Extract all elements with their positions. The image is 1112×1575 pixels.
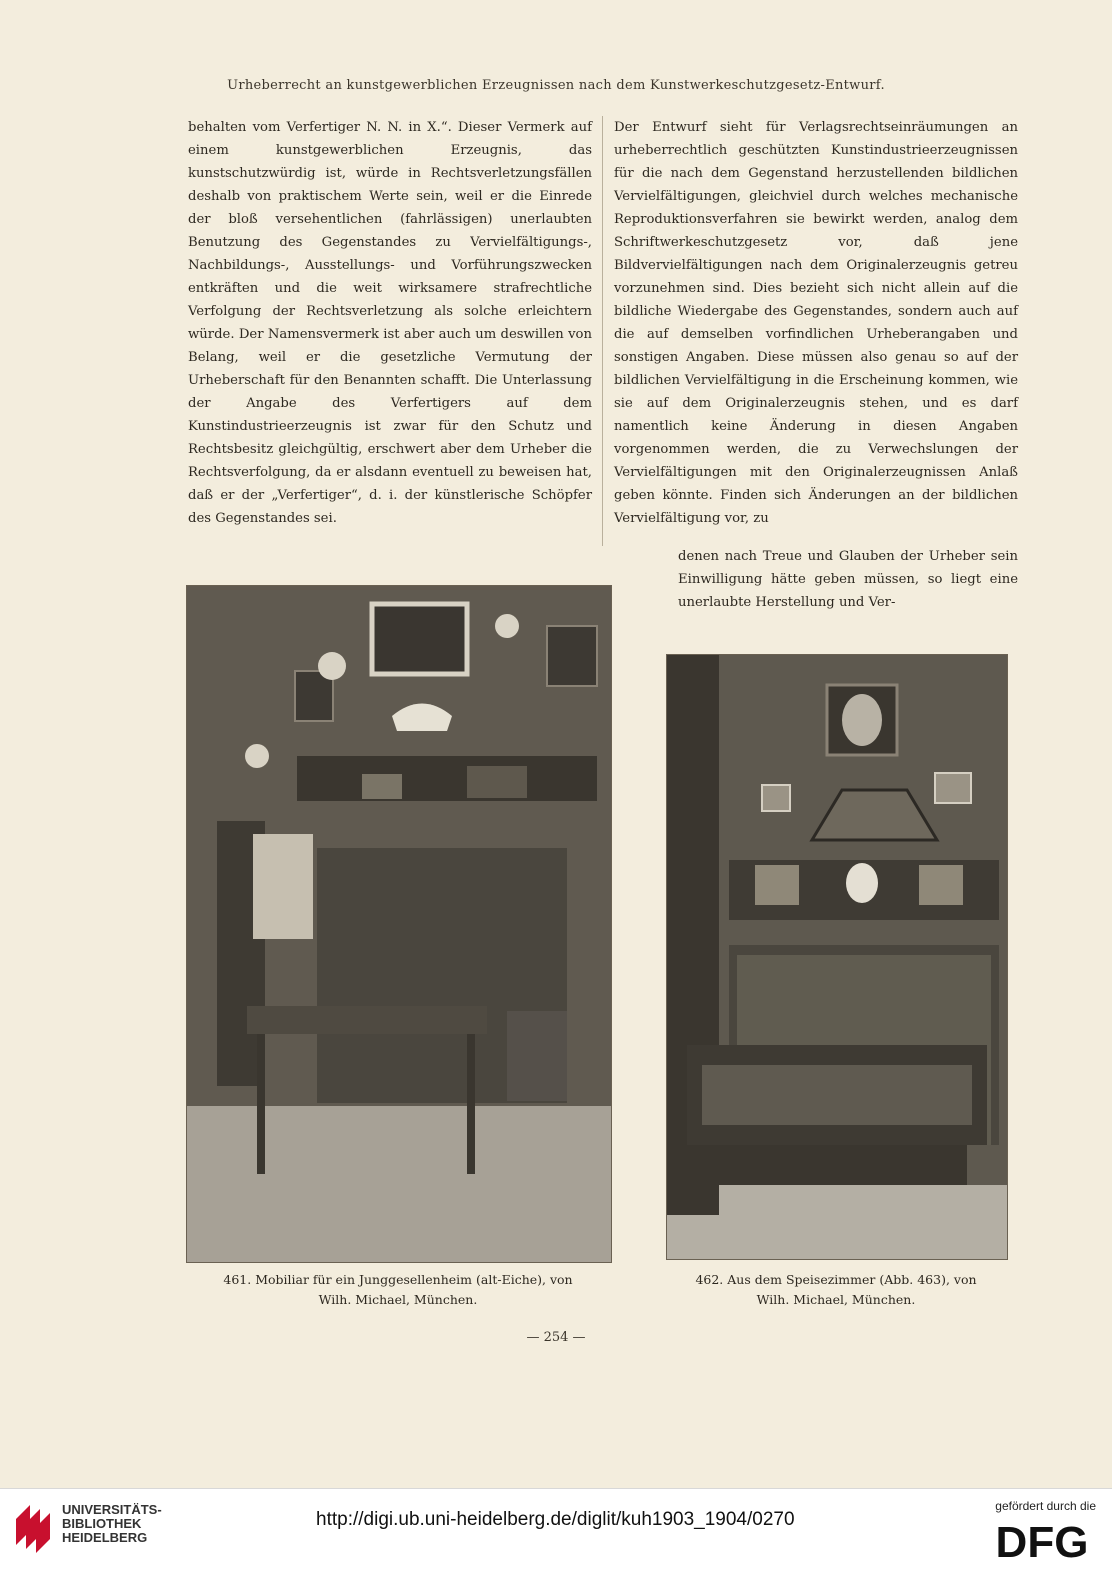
viewer-footer (0, 1488, 1112, 1575)
right-text-column (614, 116, 1018, 530)
figure-461-photo (186, 585, 612, 1263)
running-head: Urheberrecht an kunstgewerblichen Erzeugnissen nach dem Kunstwerkeschutzgesetz-Entwurf. (227, 78, 885, 93)
funder-label: gefördert durch die (995, 1499, 1096, 1513)
library-name-line: UNIVERSITÄTS- (62, 1502, 162, 1517)
dfg-logo-text: DFG (995, 1518, 1089, 1563)
figure-461-caption (186, 1270, 610, 1310)
dfg-logo-icon[interactable] (986, 1517, 1098, 1563)
caption-line: 461. Mobiliar für ein Junggesellenheim (alt-Eiche), von (223, 1272, 573, 1287)
figure-462-photo (666, 654, 1008, 1260)
permalink-url[interactable]: http://digi.ub.uni-heidelberg.de/diglit/kuh1903_1904/0270 (316, 1509, 795, 1530)
caption-line: Wilh. Michael, München. (756, 1292, 916, 1307)
library-name-line: BIBLIOTHEK (62, 1516, 142, 1531)
column-divider (602, 116, 603, 546)
right-column-paragraph: Der Entwurf sieht für Verlagsrechtseinräumungen an urheberrechtlich geschützten Kunstindustrieerzeugnissen für die nach dem Gegenstand herzustellenden bildlichen Vervielfältigungen, gleichviel durch welches mechanische Reproduktionsverfahren sie bewirkt werden, analog dem Schriftwerkeschutzgesetz vor, daß jene Bildvervielfältigungen nach dem Originalerzeugnis getreu vorzunehmen sind. Dies bezieht sich nicht allein auf die bildliche Wiedergabe des Gegenstandes, sondern auch auf die auf demselben vorfindlichen Urheberangaben und sonstigen Angaben. Diese müssen also genau so auf der bildlichen Vervielfältigung in die Erscheinung kommen, wie sie auf dem Originalerzeugnis stehen, und es darf namentlich keine Änderung in diesen Angaben vorgenommen werden, die zu Verwechslungen der Vervielfältigungen mit den Originalerzeugnissen Anlaß geben könnte. Finden sich Änderungen an der bildlichen Vervielfältigung vor, zu (614, 120, 1018, 526)
left-text-column (188, 116, 592, 530)
university-library-logo-icon[interactable] (10, 1499, 54, 1553)
page-number: — 254 — (526, 1330, 586, 1345)
right-column-continuation: denen nach Treue und Glauben der Urheber sein Einwilligung hätte geben müssen, so liegt eine unerlaubte Herstellung und Ver- (678, 549, 1018, 610)
caption-line: Wilh. Michael, München. (318, 1292, 478, 1307)
library-name-line: HEIDELBERG (62, 1530, 148, 1545)
figure-462-caption (650, 1270, 1022, 1310)
caption-line: 462. Aus dem Speisezimmer (Abb. 463), von (695, 1272, 977, 1287)
university-library-name[interactable] (62, 1503, 162, 1545)
left-column-paragraph: behalten vom Verfertiger N. N. in X.“. Dieser Vermerk auf einem kunstgewerblichen Erzeugnis, das kunstschutzwürdig ist, würde in Rechtsverletzungsfällen deshalb von praktischem Werte sein, weil er die Einrede der bloß versehentlichen (fahrlässigen) unerlaubten Benutzung des Gegenstandes zu Vervielfältigungs-, Nachbildungs-, Ausstellungs- und Vorführungszwecken entkräften und die weit wirksamere strafrechtliche Verfolgung der Rechtsverletzung als solche erleichtern würde. Der Namensvermerk ist aber auch um deswillen von Belang, weil er die gesetzliche Vermutung der Urheberschaft für den Benannten schafft. Die Unterlassung der Angabe des Verfertigers auf dem Kunstindustrieerzeugnis ist zwar für den Schutz und Rechtsbesitz gleichgültig, erschwert aber dem Urheber die Rechtsverfolgung, da er alsdann eventuell zu beweisen hat, daß er der „Verfertiger“, d. i. der künstlerische Schöpfer des Gegenstandes sei. (188, 120, 592, 526)
